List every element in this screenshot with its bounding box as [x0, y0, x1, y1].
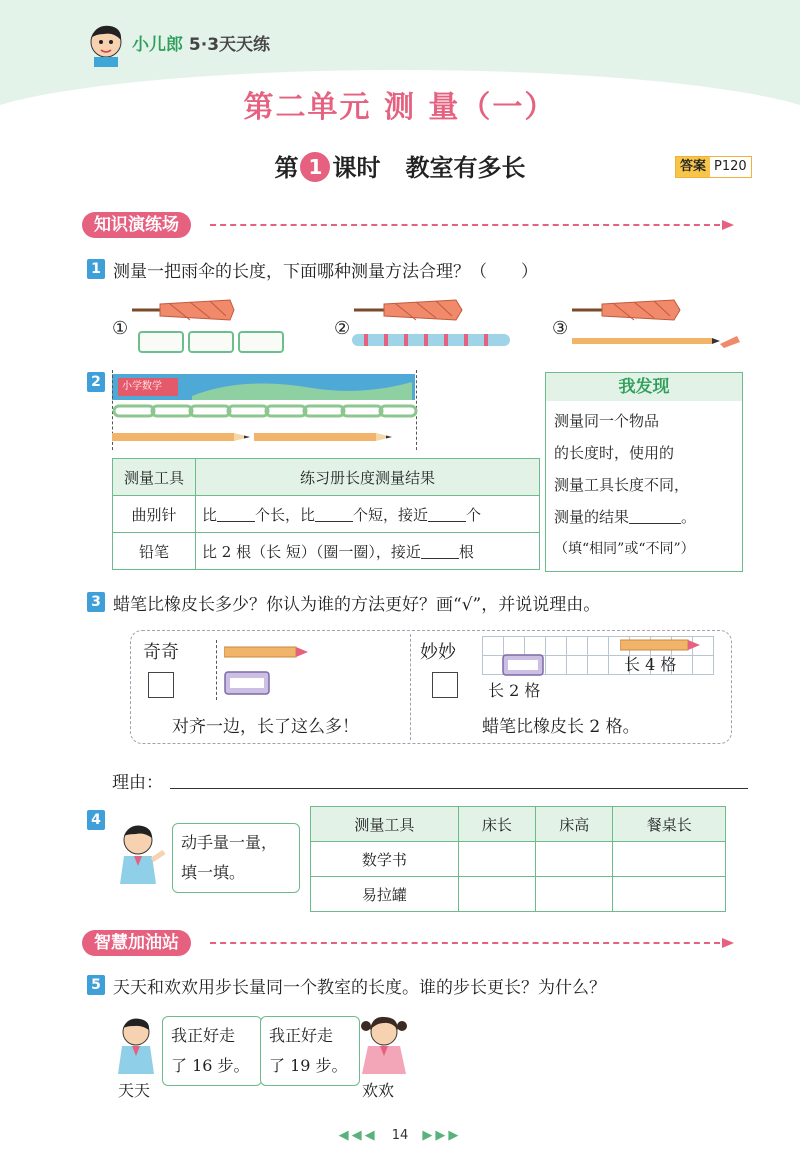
- boy-tiantian-icon: [108, 1016, 164, 1078]
- reason-answer-line[interactable]: [170, 788, 748, 789]
- q4-tool-cell: 数学书: [311, 842, 459, 877]
- q4-speech-bubble: [172, 823, 300, 893]
- text: 个长，比: [255, 505, 316, 524]
- qiqi-checkbox[interactable]: [148, 672, 174, 698]
- boy-student-icon: [108, 822, 168, 892]
- q4-table: [310, 806, 726, 912]
- table-row: [113, 496, 540, 533]
- q1-text: 测量一把雨伞的长度，下面哪种测量方法合理？（ ）: [113, 262, 538, 282]
- eraser: [138, 331, 184, 353]
- qiqi-name: 奇奇: [143, 642, 179, 663]
- question-number-4: 4: [87, 810, 105, 830]
- discover-box: [545, 372, 743, 572]
- answer-cell[interactable]: [613, 842, 726, 877]
- q2-table: [112, 458, 540, 570]
- answer-ref-badge[interactable]: [675, 156, 752, 178]
- miaomiao-name: 妙妙: [420, 642, 456, 663]
- text: 比 2 根（长 短）（圈一圈），接近: [202, 542, 421, 561]
- eraser-length-label: 长 2 格: [488, 681, 541, 700]
- bubble-line: 我正好走: [171, 1026, 236, 1045]
- tiantian-speech-bubble: [162, 1016, 262, 1086]
- q4-header: 床高: [536, 807, 613, 842]
- text: 根: [458, 542, 474, 561]
- answer-page: P120: [710, 157, 751, 177]
- bubble-line: 动手量一量，: [181, 833, 278, 852]
- q4-header: 测量工具: [311, 807, 459, 842]
- discover-blank[interactable]: [629, 509, 681, 524]
- eraser-icon: [502, 654, 544, 676]
- answer-label: 答案: [676, 157, 710, 177]
- text: 个短，接近: [353, 505, 429, 524]
- tiantian-name: 天天: [118, 1081, 151, 1100]
- lesson-number-badge: 1: [300, 152, 330, 182]
- unit-title: 第二单元 测 量（一）: [243, 90, 557, 125]
- bubble-line: 我正好走: [269, 1026, 334, 1045]
- workbook-title: 小学数学: [122, 381, 162, 392]
- discover-line: 的长度时，使用的: [554, 444, 675, 462]
- q2-clip-result: [196, 496, 540, 533]
- left-arrows-icon: ◀◀◀: [338, 1128, 378, 1143]
- q1-option-1-label[interactable]: ①: [112, 318, 129, 339]
- question-number-1: 1: [87, 259, 105, 279]
- q4-header: 餐桌长: [613, 807, 726, 842]
- boy-mascot-icon: [84, 20, 128, 68]
- umbrella-icon: [130, 296, 240, 330]
- pencils-row-icon: [572, 334, 742, 350]
- eraser-row: [138, 331, 284, 353]
- crayon-icon: [620, 638, 700, 652]
- huanhuan-speech-bubble: [260, 1016, 360, 1086]
- discover-line: 测量同一个物品: [554, 412, 660, 430]
- miaomiao-caption: 蜡笔比橡皮长 2 格。: [482, 717, 640, 737]
- discover-hint: （填“相同”或“不同”）: [554, 541, 695, 557]
- lesson-prefix: 第: [274, 154, 299, 182]
- umbrella-icon: [570, 296, 685, 330]
- table-row: [311, 842, 726, 877]
- series-name: 5·3天天练: [188, 35, 271, 55]
- q2-header-tool: 测量工具: [113, 459, 196, 496]
- bubble-line: 了 19 步。: [269, 1056, 348, 1075]
- two-pencils-icon: [112, 430, 402, 444]
- section-divider: [210, 224, 720, 226]
- answer-cell[interactable]: [536, 877, 613, 912]
- text: 测量的结果: [554, 508, 630, 526]
- discover-line: 测量工具长度不同，: [554, 476, 690, 494]
- miaomiao-checkbox[interactable]: [432, 672, 458, 698]
- q2-pencil-result: [196, 533, 540, 570]
- pencil-tip-icon: [722, 938, 734, 948]
- paperclip-chain-icon: [112, 404, 418, 418]
- section-divider: [210, 942, 720, 944]
- answer-blank[interactable]: [315, 507, 353, 522]
- huanhuan-name: 欢欢: [362, 1081, 395, 1100]
- text: 比: [202, 505, 218, 524]
- q3-text: 蜡笔比橡皮长多少？你认为谁的方法更好？画“√”，并说说理由。: [113, 595, 601, 615]
- q2-header-result: 练习册长度测量结果: [196, 459, 540, 496]
- text: 个: [466, 505, 482, 524]
- text: 。: [681, 508, 697, 526]
- answer-blank[interactable]: [428, 507, 466, 522]
- q1-option-2-label[interactable]: ②: [334, 318, 351, 339]
- lesson-name: 课时 教室有多长: [332, 154, 526, 182]
- girl-huanhuan-icon: [356, 1014, 412, 1078]
- right-arrows-icon: ▶▶▶: [422, 1128, 462, 1143]
- bubble-line: 了 16 步。: [171, 1056, 250, 1075]
- question-number-2: 2: [87, 372, 105, 392]
- reason-label: 理由：: [112, 773, 163, 793]
- qiqi-caption: 对齐一边，长了这么多！: [172, 717, 359, 737]
- q4-tool-cell: 易拉罐: [311, 877, 459, 912]
- page-number: 14: [391, 1128, 409, 1143]
- bubble-line: 填一填。: [181, 863, 246, 882]
- eraser-icon: [224, 670, 272, 696]
- crayon-icon: [224, 645, 308, 659]
- q3-divider: [410, 634, 411, 740]
- pencil-tip-icon: [722, 220, 734, 230]
- q2-tool-pencil: 铅笔: [113, 533, 196, 570]
- answer-cell[interactable]: [613, 877, 726, 912]
- answer-cell[interactable]: [458, 842, 535, 877]
- crayon-length-label: 长 4 格: [624, 655, 677, 674]
- answer-blank[interactable]: [421, 544, 459, 559]
- eraser: [188, 331, 234, 353]
- q5-text: 天天和欢欢用步长量同一个教室的长度。谁的步长更长？为什么？: [113, 978, 606, 998]
- section-banner-practice: 知识演练场: [82, 212, 191, 238]
- brand-name: 小儿郎: [132, 35, 183, 55]
- question-number-5: 5: [87, 975, 105, 995]
- eraser: [238, 331, 284, 353]
- answer-blank[interactable]: [217, 507, 255, 522]
- q1-option-3-label[interactable]: ③: [552, 318, 569, 339]
- question-number-3: 3: [87, 592, 105, 612]
- discover-title: 我发现: [546, 373, 742, 401]
- answer-cell[interactable]: [458, 877, 535, 912]
- table-row: [113, 533, 540, 570]
- q2-tool-clip: 曲别针: [113, 496, 196, 533]
- align-guide: [216, 640, 217, 700]
- table-row: [311, 877, 726, 912]
- umbrella-icon: [352, 296, 467, 330]
- q4-header: 床长: [458, 807, 535, 842]
- page-footer: [0, 1128, 800, 1143]
- striped-bottles-icon: [352, 332, 510, 348]
- section-banner-challenge: 智慧加油站: [82, 930, 191, 956]
- brand: [132, 30, 270, 55]
- discover-line: [554, 501, 734, 533]
- answer-cell[interactable]: [536, 842, 613, 877]
